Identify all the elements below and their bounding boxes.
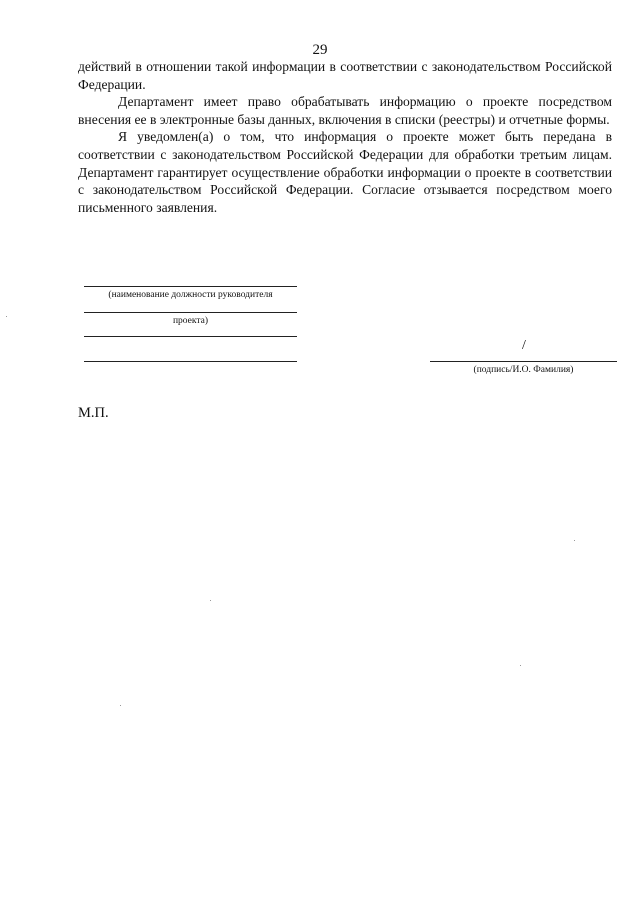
scan-speck	[574, 540, 575, 541]
signature-line	[430, 361, 617, 362]
scan-speck	[6, 316, 7, 317]
scan-speck	[210, 600, 211, 601]
scan-speck	[520, 665, 521, 666]
position-caption-2: проекта)	[172, 316, 209, 326]
paragraph-1: действий в отношении такой информации в соответствии с законодательством Российской Федерации.	[78, 59, 612, 92]
signature-caption: (подпись/И.О. Фамилия)	[473, 365, 574, 375]
position-line-1	[84, 286, 297, 287]
position-line-2	[84, 312, 297, 313]
position-line-3	[84, 336, 297, 337]
scan-speck	[120, 705, 121, 706]
page-number: 29	[312, 42, 328, 58]
signature-slash: /	[522, 338, 526, 353]
position-line-4	[84, 361, 297, 362]
paragraph-3: Я уведомлен(а) о том, что информация о проекте может быть передана в соответствии с законодательством Российской Федерации для обработки третьим лицам. Департамент гарантирует осуществление обработки информации о проекте в соответствии с законодательством Российской Федерации. Согласие отзывается посредством моего письменного заявления.	[78, 129, 612, 215]
body-text	[78, 58, 612, 216]
paragraph-2: Департамент имеет право обрабатывать информацию о проекте посредством внесения ее в электронные базы данных, включения в списки (реестры) и отчетные формы.	[78, 94, 612, 127]
position-caption-1: (наименование должности руководителя	[108, 290, 273, 300]
seal-label: М.П.	[78, 405, 109, 421]
